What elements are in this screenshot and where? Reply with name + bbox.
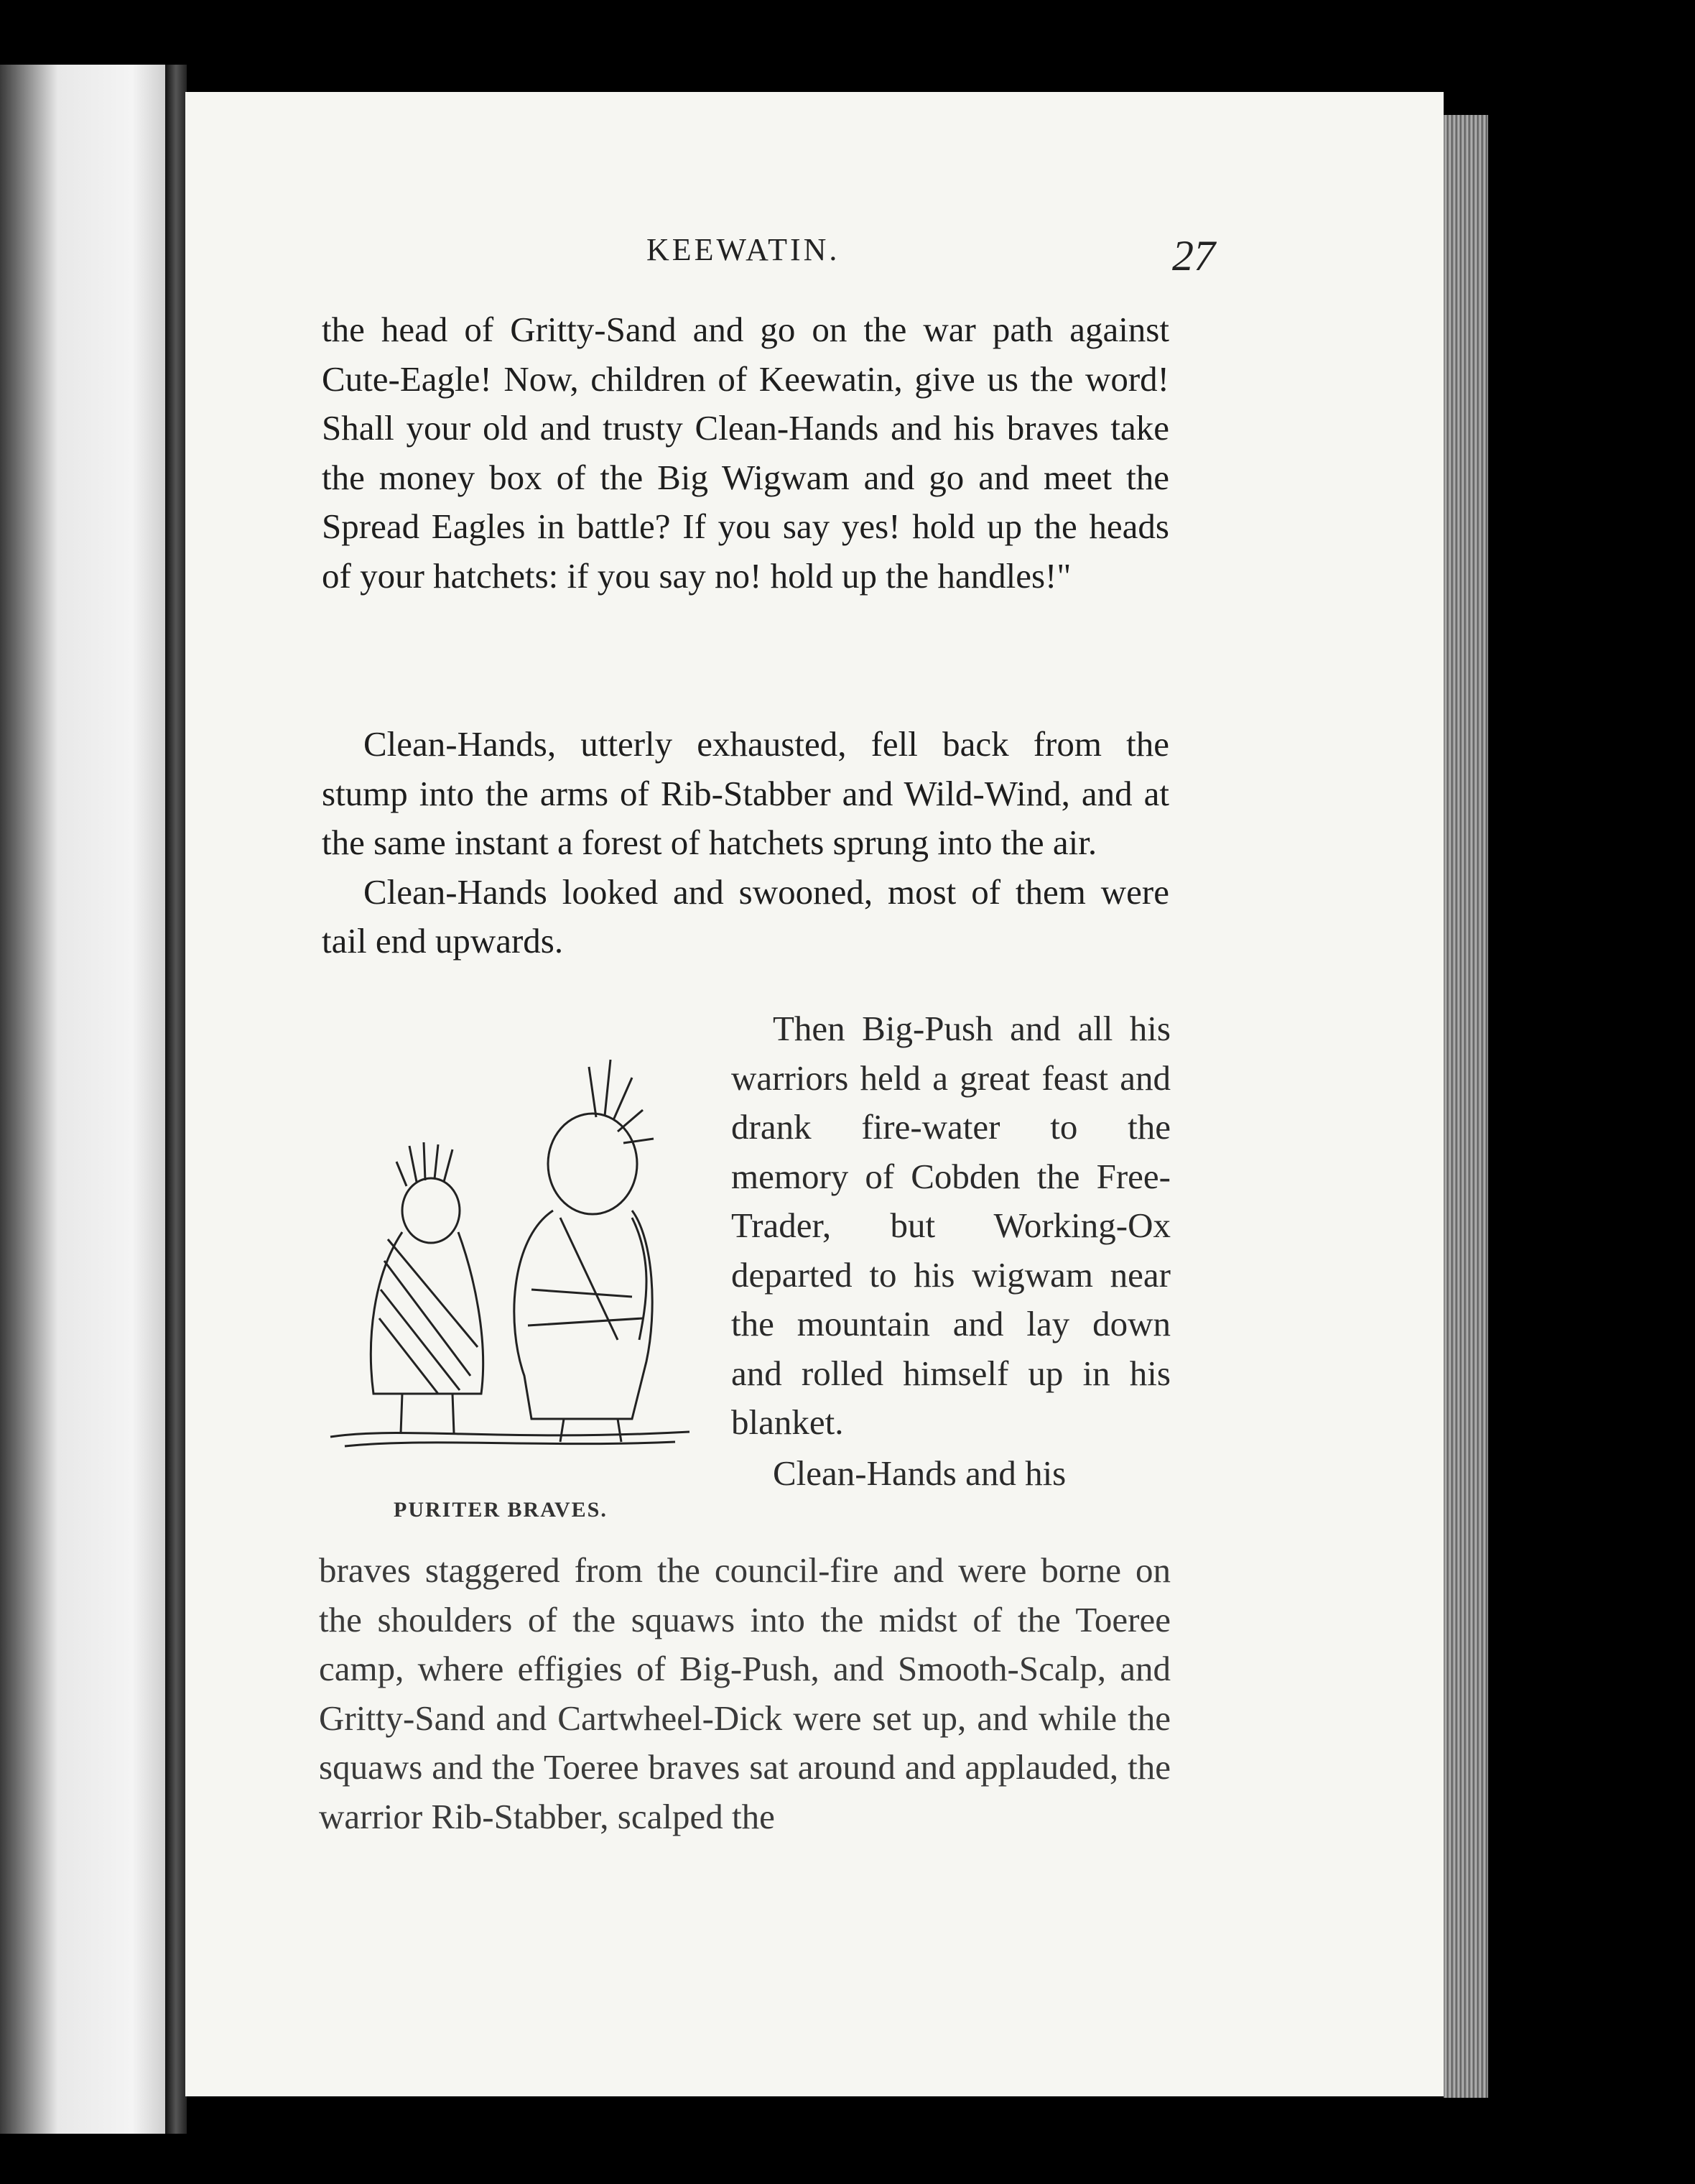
- braves-drawing: [316, 1002, 704, 1448]
- paragraph-4: Then Big-Push and all his warriors held a great feast and drank fire-water to the memory of Cobden the Free-Trader, but Working-Ox departed to his wigwam near the mountain and lay down and rolled himself up in his blanket.: [731, 1009, 1171, 1442]
- paragraph-1: the head of Gritty-Sand and go on the war path against Cute-Eagle! Now, children of Keewatin, give us the word! Shall your old and trusty Clean-Hands and his braves take the money box of the Big Wigwam and go and meet the Spread Eagles in battle? If you say yes! hold up the heads of your hatchets: if you say no! hold up the handles!": [322, 310, 1169, 596]
- paragraph-3: Clean-Hands looked and swooned, most of them were tail end upwards.: [322, 871, 1169, 961]
- paragraph-5-start: Clean-Hands and his: [773, 1453, 1067, 1493]
- illustration-two-braves: [316, 1002, 704, 1522]
- text-block-middle: [322, 720, 1169, 966]
- facing-page-edge: [0, 65, 165, 2134]
- page-stack-edge: [1444, 115, 1488, 2098]
- text-block-bottom: [319, 1546, 1171, 1841]
- paragraph-5-rest: braves staggered from the council-fire and were borne on the shoulders of the squaws into the midst of the Toeree camp, where effigies of Big-Push, and Smooth-Scalp, and Gritty-Sand and Cartwheel-Dick were set up, and while the squaws and the Toeree braves sat around and applauded, the warrior Rib-Stabber, scalped the: [319, 1550, 1171, 1836]
- text-wrap-column: [731, 1004, 1171, 1498]
- running-head: KEEWATIN.: [646, 232, 840, 267]
- figure-caption: PURITER BRAVES.: [394, 1498, 608, 1522]
- text-block-top: [322, 305, 1169, 601]
- page-number: 27: [1172, 232, 1215, 279]
- book-gutter: [165, 65, 187, 2134]
- paragraph-2: Clean-Hands, utterly exhausted, fell back from the stump into the arms of Rib-Stabber and Wild-Wind, and at the same instant a forest of hatchets sprung into the air.: [322, 724, 1169, 862]
